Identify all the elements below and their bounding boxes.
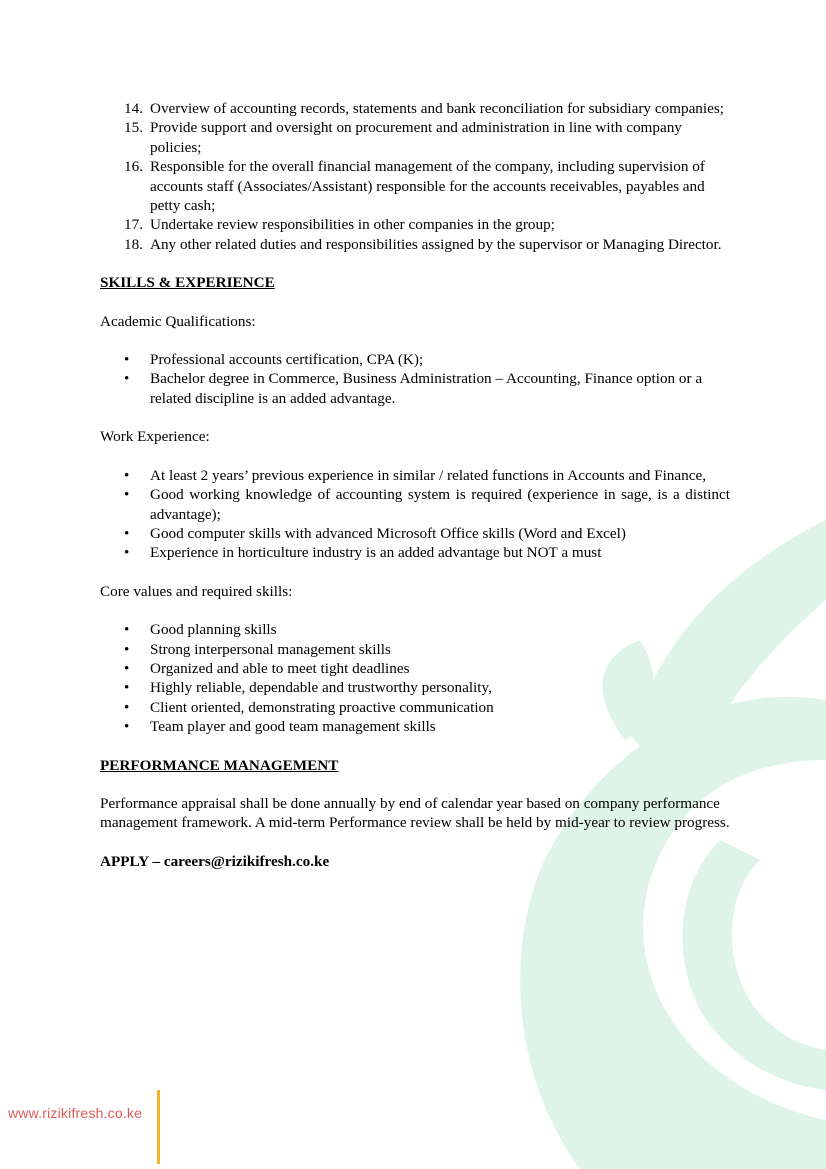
item-number: 17. [124, 216, 143, 234]
list-item [100, 659, 730, 678]
performance-text: Performance appraisal shall be done annually by end of calendar year based on company performance management framework. A mid-term Performance review shall be held by mid-year to review progress. [100, 794, 730, 832]
document-body [100, 99, 730, 871]
bullet-icon: • [124, 718, 130, 736]
list-item [100, 620, 730, 639]
item-text: Bachelor degree in Commerce, Business Administration – Accounting, Finance option or a related discipline is an added advantage. [150, 370, 703, 407]
item-number: 15. [124, 119, 143, 137]
item-text: At least 2 years’ previous experience in similar / related functions in Accounts and Finance, [150, 466, 706, 484]
work-label: Work Experience: [100, 428, 210, 446]
item-number: 14. [124, 100, 143, 117]
item-number: 18. [124, 235, 143, 253]
list-item [100, 118, 730, 157]
item-text: Strong interpersonal management skills [150, 640, 391, 658]
list-item [100, 524, 730, 543]
item-text: Experience in horticulture industry is an added advantage but NOT a must [150, 544, 602, 562]
list-item [100, 543, 730, 562]
list-item [100, 698, 730, 717]
item-text: Good working knowledge of accounting system is required (experience in sage, is a distinct advantage); [150, 486, 730, 523]
list-item [100, 157, 730, 215]
bullet-icon: • [124, 621, 130, 639]
bullet-icon: • [124, 370, 130, 388]
duties-list [100, 99, 730, 254]
item-text: Undertake review responsibilities in other companies in the group; [150, 216, 555, 234]
list-item [100, 640, 730, 659]
list-item [100, 717, 730, 736]
list-item [100, 678, 730, 697]
bullet-icon: • [124, 466, 130, 484]
performance-heading: PERFORMANCE MANAGEMENT [100, 756, 339, 774]
apply-line: APPLY – careers@rizikifresh.co.ke [100, 852, 330, 870]
bullet-icon: • [124, 679, 130, 697]
core-list [100, 620, 730, 736]
bullet-icon: • [124, 524, 130, 542]
item-text: Client oriented, demonstrating proactive communication [150, 698, 494, 716]
item-text: Professional accounts certification, CPA (K); [150, 351, 424, 369]
list-item [100, 235, 730, 254]
item-text: Good planning skills [150, 621, 277, 639]
bullet-icon: • [124, 659, 130, 677]
list-item [100, 466, 730, 485]
item-text: Organized and able to meet tight deadlines [150, 659, 410, 677]
bullet-icon: • [124, 351, 130, 369]
academic-label: Academic Qualifications: [100, 312, 256, 330]
academic-list [100, 350, 730, 408]
list-item [100, 215, 730, 234]
item-text: Any other related duties and responsibilities assigned by the supervisor or Managing Director. [150, 235, 722, 253]
item-number: 16. [124, 158, 143, 176]
list-item [100, 99, 730, 118]
footer-divider [157, 1090, 160, 1164]
core-label: Core values and required skills: [100, 582, 293, 600]
item-text: Provide support and oversight on procurement and administration in line with company policies; [150, 119, 682, 156]
bullet-icon: • [124, 640, 130, 658]
item-text: Responsible for the overall financial management of the company, including supervision of accounts staff (Associates/Assistant) responsible for the accounts receivables, payables and petty cash; [150, 158, 705, 215]
bullet-icon: • [124, 544, 130, 562]
item-text: Good computer skills with advanced Microsoft Office skills (Word and Excel) [150, 524, 626, 542]
work-list [100, 466, 730, 563]
bullet-icon: • [124, 698, 130, 716]
list-item [100, 485, 730, 524]
item-text: Team player and good team management skills [150, 718, 436, 736]
item-text: Overview of accounting records, statements and bank reconciliation for subsidiary companies; [150, 100, 724, 117]
footer-website-link[interactable]: www.rizikifresh.co.ke [8, 1105, 143, 1121]
bullet-icon: • [124, 486, 130, 504]
skills-heading: SKILLS & EXPERIENCE [100, 274, 275, 292]
list-item [100, 350, 730, 369]
item-text: Highly reliable, dependable and trustworthy personality, [150, 679, 492, 697]
list-item [100, 369, 730, 408]
